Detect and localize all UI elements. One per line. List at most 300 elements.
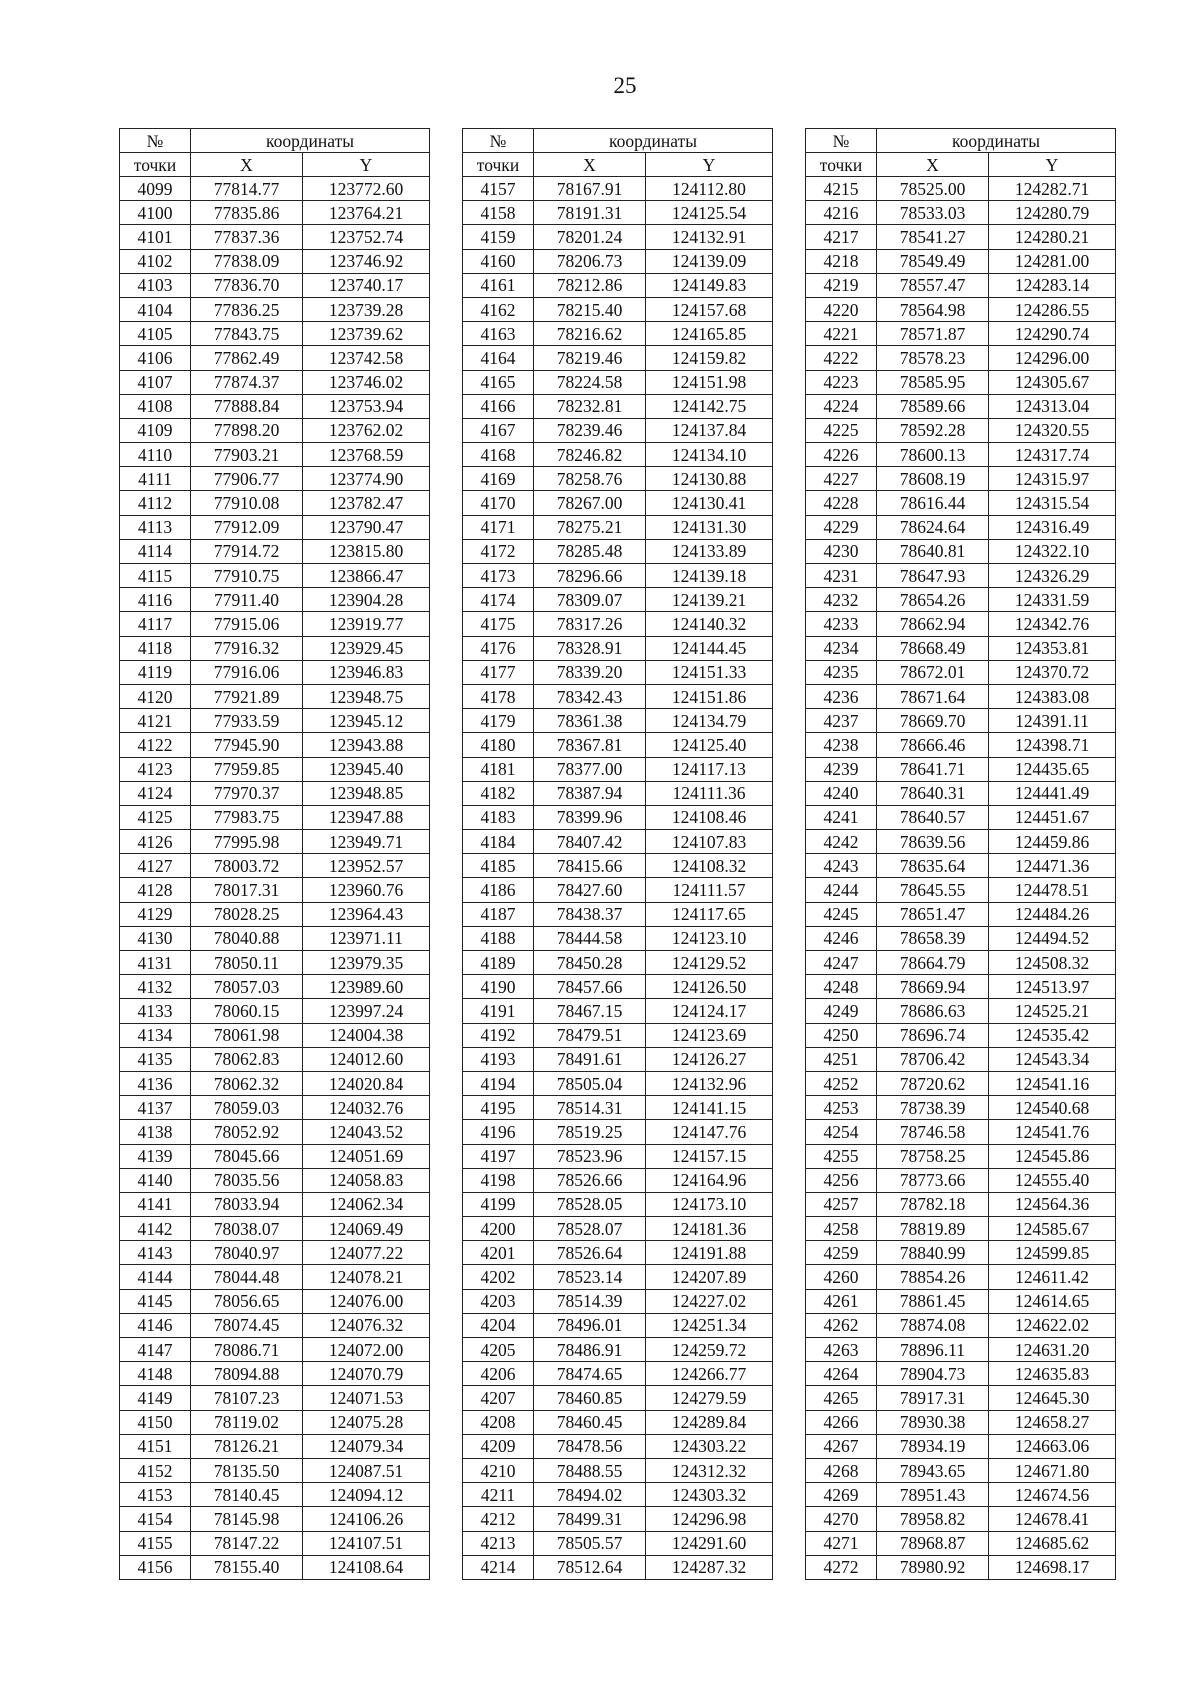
point-number-cell: 4241 bbox=[806, 805, 877, 829]
y-coordinate-cell: 124125.54 bbox=[646, 201, 773, 225]
y-coordinate-cell: 124674.56 bbox=[989, 1483, 1116, 1507]
x-coordinate-cell: 78450.28 bbox=[534, 951, 646, 975]
point-number-cell: 4202 bbox=[463, 1265, 534, 1289]
table-row bbox=[806, 177, 1116, 201]
x-coordinate-cell: 77911.40 bbox=[191, 588, 303, 612]
point-number-cell: 4153 bbox=[120, 1483, 191, 1507]
table-row bbox=[806, 370, 1116, 394]
x-coordinate-cell: 77995.98 bbox=[191, 830, 303, 854]
table-row bbox=[806, 467, 1116, 491]
x-coordinate-cell: 78491.61 bbox=[534, 1047, 646, 1071]
table-row bbox=[463, 1071, 773, 1095]
x-coordinate-cell: 78645.55 bbox=[877, 878, 989, 902]
point-number-cell: 4264 bbox=[806, 1362, 877, 1386]
point-number-cell: 4184 bbox=[463, 830, 534, 854]
x-coordinate-cell: 78746.58 bbox=[877, 1120, 989, 1144]
y-coordinate-cell: 124611.42 bbox=[989, 1265, 1116, 1289]
x-coordinate-cell: 78647.93 bbox=[877, 564, 989, 588]
x-coordinate-cell: 78460.85 bbox=[534, 1386, 646, 1410]
y-coordinate-cell: 123919.77 bbox=[303, 612, 430, 636]
y-coordinate-cell: 124622.02 bbox=[989, 1313, 1116, 1337]
y-coordinate-cell: 124535.42 bbox=[989, 1023, 1116, 1047]
x-coordinate-cell: 78861.45 bbox=[877, 1289, 989, 1313]
x-coordinate-cell: 77959.85 bbox=[191, 757, 303, 781]
x-coordinate-cell: 78050.11 bbox=[191, 951, 303, 975]
table-row bbox=[120, 515, 430, 539]
y-coordinate-cell: 124032.76 bbox=[303, 1096, 430, 1120]
point-number-cell: 4177 bbox=[463, 660, 534, 684]
x-coordinate-cell: 78033.94 bbox=[191, 1192, 303, 1216]
y-coordinate-cell: 124471.36 bbox=[989, 854, 1116, 878]
table-row bbox=[463, 273, 773, 297]
x-coordinate-cell: 77921.89 bbox=[191, 684, 303, 708]
x-coordinate-cell: 78062.83 bbox=[191, 1047, 303, 1071]
x-coordinate-cell: 78478.56 bbox=[534, 1434, 646, 1458]
point-number-cell: 4194 bbox=[463, 1071, 534, 1095]
point-number-cell: 4101 bbox=[120, 225, 191, 249]
y-coordinate-cell: 124069.49 bbox=[303, 1217, 430, 1241]
table-row bbox=[806, 201, 1116, 225]
table-row bbox=[120, 1410, 430, 1434]
table-row bbox=[806, 443, 1116, 467]
table-row bbox=[806, 1483, 1116, 1507]
table-row bbox=[463, 1434, 773, 1458]
point-number-cell: 4230 bbox=[806, 539, 877, 563]
point-number-cell: 4236 bbox=[806, 684, 877, 708]
x-coordinate-cell: 78819.89 bbox=[877, 1217, 989, 1241]
x-coordinate-cell: 78444.58 bbox=[534, 926, 646, 950]
table-row bbox=[120, 1289, 430, 1313]
table-row bbox=[806, 394, 1116, 418]
y-coordinate-cell: 124108.32 bbox=[646, 854, 773, 878]
y-coordinate-cell: 124286.55 bbox=[989, 297, 1116, 321]
table-row bbox=[120, 926, 430, 950]
point-number-cell: 4189 bbox=[463, 951, 534, 975]
y-coordinate-cell: 124134.79 bbox=[646, 709, 773, 733]
y-coordinate-cell: 124087.51 bbox=[303, 1458, 430, 1482]
point-number-cell: 4176 bbox=[463, 636, 534, 660]
x-coordinate-cell: 78523.96 bbox=[534, 1144, 646, 1168]
point-number-cell: 4143 bbox=[120, 1241, 191, 1265]
x-coordinate-cell: 78600.13 bbox=[877, 443, 989, 467]
table-row bbox=[806, 878, 1116, 902]
y-coordinate-cell: 124151.33 bbox=[646, 660, 773, 684]
y-coordinate-cell: 124070.79 bbox=[303, 1362, 430, 1386]
table-row bbox=[463, 926, 773, 950]
x-coordinate-cell: 78407.42 bbox=[534, 830, 646, 854]
header-points: точки bbox=[463, 153, 534, 177]
x-coordinate-cell: 78640.57 bbox=[877, 805, 989, 829]
x-coordinate-cell: 78215.40 bbox=[534, 297, 646, 321]
point-number-cell: 4109 bbox=[120, 418, 191, 442]
header-x: X bbox=[534, 153, 646, 177]
y-coordinate-cell: 123989.60 bbox=[303, 975, 430, 999]
point-number-cell: 4243 bbox=[806, 854, 877, 878]
y-coordinate-cell: 124043.52 bbox=[303, 1120, 430, 1144]
point-number-cell: 4227 bbox=[806, 467, 877, 491]
table-row bbox=[806, 684, 1116, 708]
y-coordinate-cell: 123945.12 bbox=[303, 709, 430, 733]
y-coordinate-cell: 124342.76 bbox=[989, 612, 1116, 636]
x-coordinate-cell: 78275.21 bbox=[534, 515, 646, 539]
point-number-cell: 4158 bbox=[463, 201, 534, 225]
x-coordinate-cell: 78658.39 bbox=[877, 926, 989, 950]
y-coordinate-cell: 123782.47 bbox=[303, 491, 430, 515]
point-number-cell: 4211 bbox=[463, 1483, 534, 1507]
point-number-cell: 4131 bbox=[120, 951, 191, 975]
y-coordinate-cell: 124508.32 bbox=[989, 951, 1116, 975]
x-coordinate-cell: 78219.46 bbox=[534, 346, 646, 370]
x-coordinate-cell: 78296.66 bbox=[534, 564, 646, 588]
point-number-cell: 4110 bbox=[120, 443, 191, 467]
table-row bbox=[463, 1555, 773, 1579]
x-coordinate-cell: 77874.37 bbox=[191, 370, 303, 394]
table-row bbox=[120, 612, 430, 636]
x-coordinate-cell: 78874.08 bbox=[877, 1313, 989, 1337]
x-coordinate-cell: 78639.56 bbox=[877, 830, 989, 854]
point-number-cell: 4123 bbox=[120, 757, 191, 781]
x-coordinate-cell: 77945.90 bbox=[191, 733, 303, 757]
x-coordinate-cell: 78840.99 bbox=[877, 1241, 989, 1265]
header-x: X bbox=[191, 153, 303, 177]
header-y: Y bbox=[989, 153, 1116, 177]
x-coordinate-cell: 78668.49 bbox=[877, 636, 989, 660]
y-coordinate-cell: 124173.10 bbox=[646, 1192, 773, 1216]
y-coordinate-cell: 124159.82 bbox=[646, 346, 773, 370]
x-coordinate-cell: 78571.87 bbox=[877, 322, 989, 346]
point-number-cell: 4193 bbox=[463, 1047, 534, 1071]
point-number-cell: 4200 bbox=[463, 1217, 534, 1241]
y-coordinate-cell: 124012.60 bbox=[303, 1047, 430, 1071]
header-number-symbol: № bbox=[806, 129, 877, 153]
x-coordinate-cell: 78361.38 bbox=[534, 709, 646, 733]
y-coordinate-cell: 123946.83 bbox=[303, 660, 430, 684]
y-coordinate-cell: 124058.83 bbox=[303, 1168, 430, 1192]
point-number-cell: 4253 bbox=[806, 1096, 877, 1120]
point-number-cell: 4267 bbox=[806, 1434, 877, 1458]
x-coordinate-cell: 78191.31 bbox=[534, 201, 646, 225]
x-coordinate-cell: 78028.25 bbox=[191, 902, 303, 926]
table-row bbox=[120, 588, 430, 612]
table-row bbox=[806, 1434, 1116, 1458]
y-coordinate-cell: 124398.71 bbox=[989, 733, 1116, 757]
table-row bbox=[806, 902, 1116, 926]
x-coordinate-cell: 77906.77 bbox=[191, 467, 303, 491]
y-coordinate-cell: 124165.85 bbox=[646, 322, 773, 346]
y-coordinate-cell: 124585.67 bbox=[989, 1217, 1116, 1241]
y-coordinate-cell: 123742.58 bbox=[303, 346, 430, 370]
table-row bbox=[120, 467, 430, 491]
x-coordinate-cell: 78074.45 bbox=[191, 1313, 303, 1337]
table-row bbox=[463, 636, 773, 660]
table-row bbox=[806, 951, 1116, 975]
table-row bbox=[120, 1265, 430, 1289]
point-number-cell: 4251 bbox=[806, 1047, 877, 1071]
table-row bbox=[463, 1047, 773, 1071]
y-coordinate-cell: 124391.11 bbox=[989, 709, 1116, 733]
table-row bbox=[120, 1313, 430, 1337]
y-coordinate-cell: 124051.69 bbox=[303, 1144, 430, 1168]
table-row bbox=[463, 684, 773, 708]
x-coordinate-cell: 78854.26 bbox=[877, 1265, 989, 1289]
x-coordinate-cell: 78224.58 bbox=[534, 370, 646, 394]
x-coordinate-cell: 78533.03 bbox=[877, 201, 989, 225]
table-body bbox=[120, 177, 430, 1580]
x-coordinate-cell: 78086.71 bbox=[191, 1338, 303, 1362]
x-coordinate-cell: 77838.09 bbox=[191, 249, 303, 273]
x-coordinate-cell: 78635.64 bbox=[877, 854, 989, 878]
table-row bbox=[120, 854, 430, 878]
table-row bbox=[806, 1023, 1116, 1047]
y-coordinate-cell: 124149.83 bbox=[646, 273, 773, 297]
header-number-symbol: № bbox=[120, 129, 191, 153]
y-coordinate-cell: 124130.41 bbox=[646, 491, 773, 515]
point-number-cell: 4247 bbox=[806, 951, 877, 975]
y-coordinate-cell: 124290.74 bbox=[989, 322, 1116, 346]
y-coordinate-cell: 123739.28 bbox=[303, 297, 430, 321]
y-coordinate-cell: 123947.88 bbox=[303, 805, 430, 829]
y-coordinate-cell: 123960.76 bbox=[303, 878, 430, 902]
x-coordinate-cell: 78951.43 bbox=[877, 1483, 989, 1507]
y-coordinate-cell: 124555.40 bbox=[989, 1168, 1116, 1192]
y-coordinate-cell: 124484.26 bbox=[989, 902, 1116, 926]
table-row bbox=[463, 1217, 773, 1241]
y-coordinate-cell: 123904.28 bbox=[303, 588, 430, 612]
point-number-cell: 4215 bbox=[806, 177, 877, 201]
y-coordinate-cell: 124140.32 bbox=[646, 612, 773, 636]
y-coordinate-cell: 124139.18 bbox=[646, 564, 773, 588]
point-number-cell: 4117 bbox=[120, 612, 191, 636]
x-coordinate-cell: 78585.95 bbox=[877, 370, 989, 394]
y-coordinate-cell: 123815.80 bbox=[303, 539, 430, 563]
table-row bbox=[806, 588, 1116, 612]
x-coordinate-cell: 77983.75 bbox=[191, 805, 303, 829]
y-coordinate-cell: 124131.30 bbox=[646, 515, 773, 539]
point-number-cell: 4191 bbox=[463, 999, 534, 1023]
y-coordinate-cell: 124126.50 bbox=[646, 975, 773, 999]
point-number-cell: 4190 bbox=[463, 975, 534, 999]
table-row bbox=[120, 709, 430, 733]
table-row bbox=[120, 684, 430, 708]
table-row bbox=[463, 394, 773, 418]
point-number-cell: 4222 bbox=[806, 346, 877, 370]
x-coordinate-cell: 77915.06 bbox=[191, 612, 303, 636]
point-number-cell: 4195 bbox=[463, 1096, 534, 1120]
x-coordinate-cell: 78578.23 bbox=[877, 346, 989, 370]
y-coordinate-cell: 124227.02 bbox=[646, 1289, 773, 1313]
table-row bbox=[463, 443, 773, 467]
point-number-cell: 4128 bbox=[120, 878, 191, 902]
table-row bbox=[120, 733, 430, 757]
y-coordinate-cell: 123790.47 bbox=[303, 515, 430, 539]
x-coordinate-cell: 78514.39 bbox=[534, 1289, 646, 1313]
table-row bbox=[806, 491, 1116, 515]
point-number-cell: 4135 bbox=[120, 1047, 191, 1071]
point-number-cell: 4178 bbox=[463, 684, 534, 708]
x-coordinate-cell: 78505.04 bbox=[534, 1071, 646, 1095]
point-number-cell: 4221 bbox=[806, 322, 877, 346]
x-coordinate-cell: 77843.75 bbox=[191, 322, 303, 346]
y-coordinate-cell: 124151.86 bbox=[646, 684, 773, 708]
x-coordinate-cell: 78494.02 bbox=[534, 1483, 646, 1507]
table-row bbox=[463, 1265, 773, 1289]
point-number-cell: 4186 bbox=[463, 878, 534, 902]
table-row bbox=[463, 297, 773, 321]
x-coordinate-cell: 78738.39 bbox=[877, 1096, 989, 1120]
y-coordinate-cell: 124062.34 bbox=[303, 1192, 430, 1216]
point-number-cell: 4156 bbox=[120, 1555, 191, 1579]
table-row bbox=[806, 757, 1116, 781]
y-coordinate-cell: 124678.41 bbox=[989, 1507, 1116, 1531]
x-coordinate-cell: 78467.15 bbox=[534, 999, 646, 1023]
x-coordinate-cell: 78140.45 bbox=[191, 1483, 303, 1507]
table-row bbox=[120, 1386, 430, 1410]
point-number-cell: 4218 bbox=[806, 249, 877, 273]
point-number-cell: 4136 bbox=[120, 1071, 191, 1095]
table-row bbox=[120, 394, 430, 418]
table-row bbox=[806, 1096, 1116, 1120]
x-coordinate-cell: 78094.88 bbox=[191, 1362, 303, 1386]
y-coordinate-cell: 124303.22 bbox=[646, 1434, 773, 1458]
point-number-cell: 4144 bbox=[120, 1265, 191, 1289]
y-coordinate-cell: 123964.43 bbox=[303, 902, 430, 926]
point-number-cell: 4185 bbox=[463, 854, 534, 878]
table-row bbox=[463, 418, 773, 442]
y-coordinate-cell: 123768.59 bbox=[303, 443, 430, 467]
x-coordinate-cell: 78167.91 bbox=[534, 177, 646, 201]
table-row bbox=[463, 733, 773, 757]
y-coordinate-cell: 124685.62 bbox=[989, 1531, 1116, 1555]
point-number-cell: 4265 bbox=[806, 1386, 877, 1410]
point-number-cell: 4228 bbox=[806, 491, 877, 515]
x-coordinate-cell: 78943.65 bbox=[877, 1458, 989, 1482]
table-row bbox=[806, 1362, 1116, 1386]
x-coordinate-cell: 78216.62 bbox=[534, 322, 646, 346]
x-coordinate-cell: 78917.31 bbox=[877, 1386, 989, 1410]
point-number-cell: 4258 bbox=[806, 1217, 877, 1241]
x-coordinate-cell: 77835.86 bbox=[191, 201, 303, 225]
point-number-cell: 4254 bbox=[806, 1120, 877, 1144]
point-number-cell: 4146 bbox=[120, 1313, 191, 1337]
y-coordinate-cell: 124279.59 bbox=[646, 1386, 773, 1410]
table-row bbox=[806, 636, 1116, 660]
point-number-cell: 4108 bbox=[120, 394, 191, 418]
table-row bbox=[806, 249, 1116, 273]
x-coordinate-cell: 78232.81 bbox=[534, 394, 646, 418]
x-coordinate-cell: 78457.66 bbox=[534, 975, 646, 999]
x-coordinate-cell: 77888.84 bbox=[191, 394, 303, 418]
table-row bbox=[120, 660, 430, 684]
y-coordinate-cell: 124137.84 bbox=[646, 418, 773, 442]
table-row bbox=[120, 177, 430, 201]
x-coordinate-cell: 78317.26 bbox=[534, 612, 646, 636]
point-number-cell: 4155 bbox=[120, 1531, 191, 1555]
y-coordinate-cell: 124094.12 bbox=[303, 1483, 430, 1507]
table-row bbox=[120, 1362, 430, 1386]
x-coordinate-cell: 78206.73 bbox=[534, 249, 646, 273]
x-coordinate-cell: 78669.70 bbox=[877, 709, 989, 733]
table-row bbox=[120, 1483, 430, 1507]
x-coordinate-cell: 78387.94 bbox=[534, 781, 646, 805]
table-row bbox=[120, 830, 430, 854]
point-number-cell: 4154 bbox=[120, 1507, 191, 1531]
table-row bbox=[463, 1241, 773, 1265]
table-row bbox=[463, 975, 773, 999]
point-number-cell: 4124 bbox=[120, 781, 191, 805]
y-coordinate-cell: 124353.81 bbox=[989, 636, 1116, 660]
y-coordinate-cell: 123739.62 bbox=[303, 322, 430, 346]
table-row bbox=[120, 249, 430, 273]
point-number-cell: 4126 bbox=[120, 830, 191, 854]
y-coordinate-cell: 124543.34 bbox=[989, 1047, 1116, 1071]
table-row bbox=[806, 225, 1116, 249]
y-coordinate-cell: 124635.83 bbox=[989, 1362, 1116, 1386]
y-coordinate-cell: 124287.32 bbox=[646, 1555, 773, 1579]
header-points: точки bbox=[806, 153, 877, 177]
point-number-cell: 4208 bbox=[463, 1410, 534, 1434]
point-number-cell: 4245 bbox=[806, 902, 877, 926]
table-row bbox=[463, 564, 773, 588]
table-row bbox=[463, 346, 773, 370]
table-row bbox=[806, 926, 1116, 950]
y-coordinate-cell: 123952.57 bbox=[303, 854, 430, 878]
y-coordinate-cell: 124141.15 bbox=[646, 1096, 773, 1120]
x-coordinate-cell: 78968.87 bbox=[877, 1531, 989, 1555]
table-row bbox=[806, 660, 1116, 684]
table-row bbox=[120, 999, 430, 1023]
x-coordinate-cell: 78528.07 bbox=[534, 1217, 646, 1241]
table-row bbox=[120, 902, 430, 926]
table-row bbox=[806, 830, 1116, 854]
y-coordinate-cell: 124075.28 bbox=[303, 1410, 430, 1434]
x-coordinate-cell: 78589.66 bbox=[877, 394, 989, 418]
table-row bbox=[463, 781, 773, 805]
point-number-cell: 4112 bbox=[120, 491, 191, 515]
table-row bbox=[806, 1313, 1116, 1337]
x-coordinate-cell: 78564.98 bbox=[877, 297, 989, 321]
point-number-cell: 4268 bbox=[806, 1458, 877, 1482]
point-number-cell: 4192 bbox=[463, 1023, 534, 1047]
y-coordinate-cell: 124181.36 bbox=[646, 1217, 773, 1241]
point-number-cell: 4103 bbox=[120, 273, 191, 297]
y-coordinate-cell: 124071.53 bbox=[303, 1386, 430, 1410]
point-number-cell: 4214 bbox=[463, 1555, 534, 1579]
point-number-cell: 4130 bbox=[120, 926, 191, 950]
table-row bbox=[806, 1386, 1116, 1410]
x-coordinate-cell: 78514.31 bbox=[534, 1096, 646, 1120]
x-coordinate-cell: 78528.05 bbox=[534, 1192, 646, 1216]
y-coordinate-cell: 124296.98 bbox=[646, 1507, 773, 1531]
table-row bbox=[120, 297, 430, 321]
y-coordinate-cell: 124112.80 bbox=[646, 177, 773, 201]
x-coordinate-cell: 78654.26 bbox=[877, 588, 989, 612]
table-row bbox=[463, 491, 773, 515]
x-coordinate-cell: 77933.59 bbox=[191, 709, 303, 733]
y-coordinate-cell: 124117.65 bbox=[646, 902, 773, 926]
table-row bbox=[806, 1120, 1116, 1144]
y-coordinate-cell: 123746.92 bbox=[303, 249, 430, 273]
table-row bbox=[463, 1338, 773, 1362]
y-coordinate-cell: 124251.34 bbox=[646, 1313, 773, 1337]
y-coordinate-cell: 124107.51 bbox=[303, 1531, 430, 1555]
y-coordinate-cell: 123948.85 bbox=[303, 781, 430, 805]
point-number-cell: 4150 bbox=[120, 1410, 191, 1434]
table-row bbox=[463, 1483, 773, 1507]
x-coordinate-cell: 78669.94 bbox=[877, 975, 989, 999]
table-row bbox=[120, 443, 430, 467]
point-number-cell: 4209 bbox=[463, 1434, 534, 1458]
table-row bbox=[806, 1047, 1116, 1071]
